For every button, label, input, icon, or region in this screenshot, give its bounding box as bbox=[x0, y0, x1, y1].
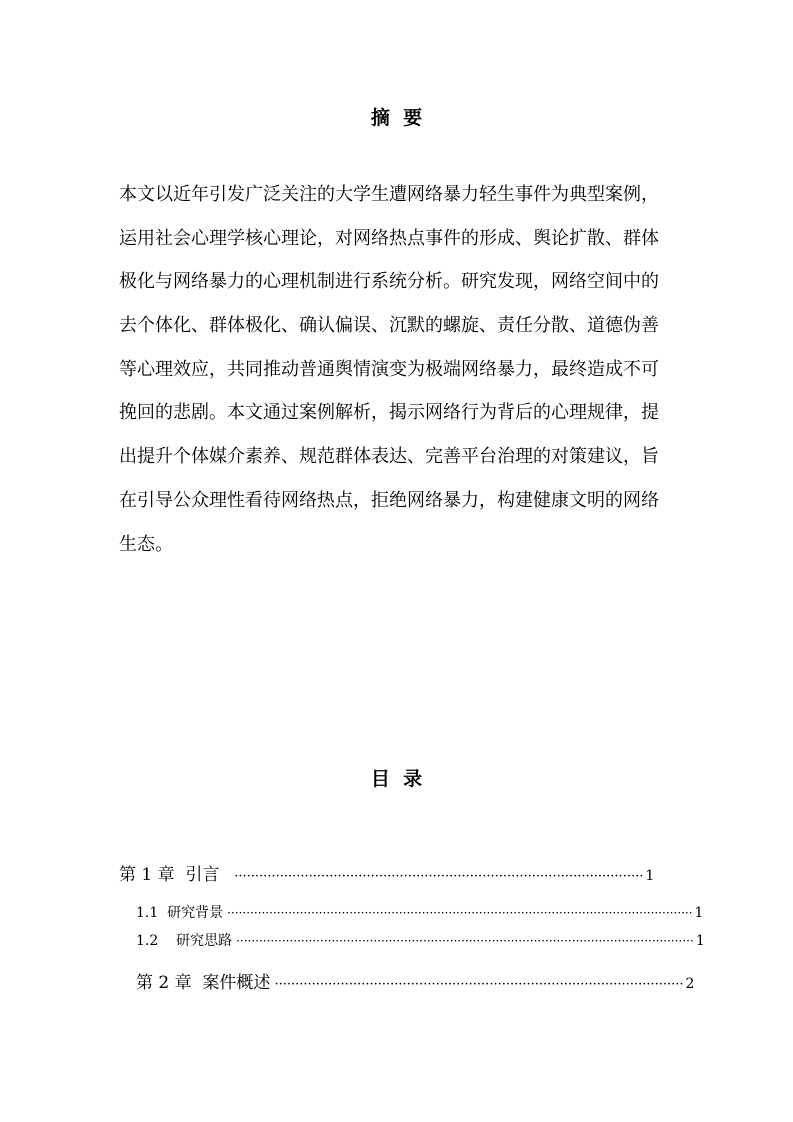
toc-page-number: 2 bbox=[685, 976, 695, 992]
toc-page-number: 1 bbox=[645, 868, 655, 884]
toc-entry-section-1-2[interactable] bbox=[136, 930, 705, 950]
abstract-heading: 摘 要 bbox=[370, 107, 423, 129]
abstract-line: 极化与网络暴力的心理机制进行系统分析。研究发现，网络空间中的 bbox=[119, 271, 659, 293]
abstract-body bbox=[119, 173, 675, 566]
abstract-line: 等心理效应，共同推动普通舆情演变为极端网络暴力，最终造成不可 bbox=[119, 358, 659, 380]
toc-entry-section-1-1[interactable] bbox=[136, 902, 704, 922]
abstract-line: 出提升个体媒介素养、规范群体表达、完善平台治理的对策建议，旨 bbox=[119, 446, 659, 468]
abstract-line: 去个体化、群体极化、确认偏误、沉默的螺旋、责任分散、道德伪善 bbox=[119, 315, 659, 337]
toc-entry-chapter-1[interactable] bbox=[119, 860, 655, 885]
toc-leader-dots: ··································································································· bbox=[274, 977, 684, 992]
toc-entry-label: 1.1 研究背景 bbox=[136, 905, 224, 921]
abstract-line: 挽回的悲剧。本文通过案例解析，揭示网络行为背后的心理规律，提 bbox=[119, 402, 659, 424]
toc-leader-dots: ························································································································ bbox=[236, 934, 694, 948]
toc-entry-chapter-2[interactable] bbox=[136, 968, 695, 993]
toc-leader-dots: ·························································································································· bbox=[227, 906, 693, 920]
abstract-line: 生态。 bbox=[119, 533, 173, 555]
abstract-line: 本文以近年引发广泛关注的大学生遭网络暴力轻生事件为典型案例， bbox=[119, 184, 659, 205]
toc-page-number: 1 bbox=[695, 933, 705, 949]
toc-entry-label: 第 1 章 引言 bbox=[119, 865, 231, 885]
toc-heading: 目 录 bbox=[370, 768, 423, 790]
toc-entry-label: 1.2 研究思路 bbox=[136, 933, 233, 949]
abstract-line: 运用社会心理学核心理论，对网络热点事件的形成、舆论扩散、群体 bbox=[119, 227, 659, 249]
toc-leader-dots: ··································································································· bbox=[234, 869, 644, 884]
abstract-line: 在引导公众理性看待网络热点，拒绝网络暴力，构建健康文明的网络 bbox=[119, 489, 659, 511]
toc-entry-label: 第 2 章 案件概述 bbox=[136, 973, 271, 993]
toc-page-number: 1 bbox=[694, 905, 704, 921]
